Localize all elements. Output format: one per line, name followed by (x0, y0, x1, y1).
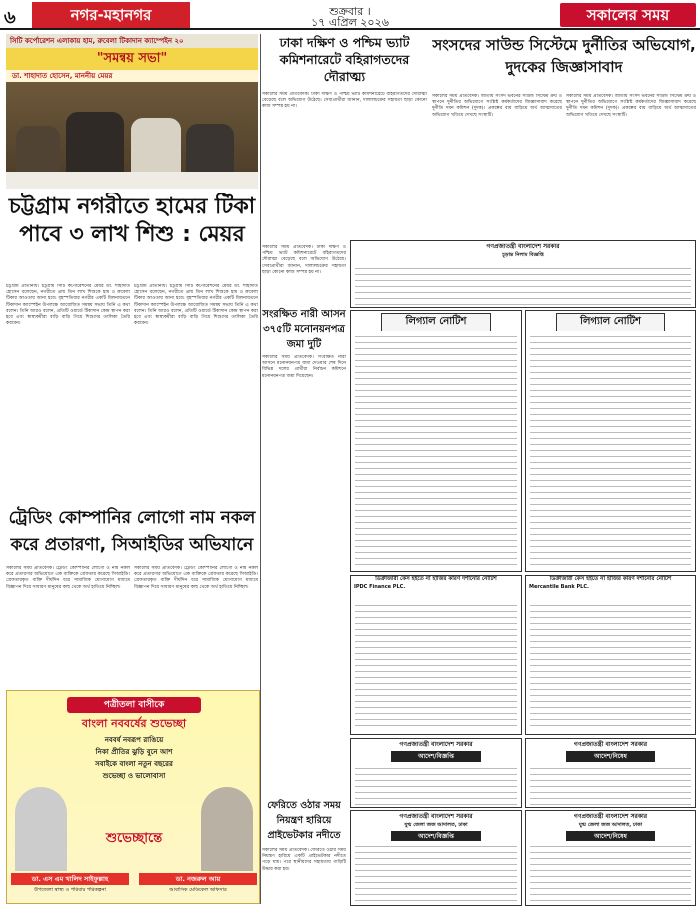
court-gov: গণপ্রজাতন্ত্রী বাংলাদেশ সরকার (573, 813, 648, 820)
greeting-title: বাংলা নববর্ষের শুভেচ্ছা (81, 717, 187, 730)
decree-notice-left (350, 575, 522, 735)
greeting-top: পত্রীতলা বাসীকে (67, 697, 201, 713)
decree-title: ডিক্রীজারী কেস হইতে না হাজির কারণ দর্শানোর নোটিশ (549, 576, 672, 582)
court-text (355, 841, 517, 903)
caption-left: উপজেলা স্বাস্থ্য ও পরিবার পরিকল্পনা (34, 887, 106, 893)
women-seat-headline[interactable]: সংরক্ষিত নারী আসন ৩৭৫টি মনোনয়নপত্র জমা দুটি (262, 309, 346, 350)
greeting-poem-4: শুভেচ্ছা ও ভালোবাসা (102, 772, 166, 780)
court-order: আদেশ/বিজ্ঞপ্তি (391, 831, 481, 842)
parliament-body-col1: সকালের সময় প্রতিবেদক। জাতীয় সংসদ ভবনের সাউন্ড সিস্টেম ক্রয় ও স্থাপনে দুর্নীতির অভিযোগে সংশ্লিষ্ট কর্মকর্তাদের জিজ্ঞাসাবাদ করেছে দুর্নীতি দমন কমিশন (দুদক)। প্রকল্পের ব্যয় বাড়িয়ে অর্থ আত্মসাতের অভিযোগ খতিয়ে দেখছে সংস্থাটি। (432, 94, 562, 118)
main-headline[interactable]: চট্টগ্রাম নগরীতে হামের টিকা পাবে ৩ লাখ শিশু : মেয়র (8, 194, 256, 247)
court-header: যুগ্ম জেলা জজ আদালত, ঢাকা (578, 822, 643, 828)
name-left: ডা. এস এম খালিদ সাইফুল্লাহ (11, 873, 129, 885)
section-title[interactable]: নগর-মহানগর (32, 2, 190, 28)
dhaka-body: সকালের সময় প্রতিবেদক। ঢাকা দক্ষিণ ও পশ্চিম ভ্যাট কমিশনারেটে বহিরাগতদের দৌরাত্ম্য বেড়েছে বলে অভিযোগ উঠেছে। সেবাপ্রার্থীরা জানান, দালালচক্রের সহায়তা ছাড়া কোনো কাজ সম্পন্ন হয় না। (262, 92, 427, 110)
table-cloth (6, 172, 258, 189)
main-story-body-col2: চট্টগ্রাম প্রতিনিধি। চট্টগ্রাম সিটি কর্পোরেশনের মেয়র ডা. শাহাদাত হোসেন বলেছেন, নগরীতে প্রায় তিন লাখ শিশুকে হাম ও রুবেলা টিকার আওতায় আনা হবে। বৃহস্পতিবার নগরীর একটি মিলনায়তনে টিকাদান ক্যাম্পেইন উপলক্ষে আয়োজিত সমন্বয় সভায় তিনি এ কথা বলেন। তিনি আরও বলেন, প্রতিটি ওয়ার্ডে টিকাদান কেন্দ্র স্থাপন করা হবে এবং স্বাস্থ্যকর্মীরা বাড়ি বাড়ি গিয়ে শিশুদের তালিকা তৈরি করবেন। (134, 284, 258, 327)
page-number: ৬ (4, 7, 16, 27)
court-notice-left (350, 738, 522, 808)
court-order: আদেশ/বিজ্ঞপ্তি (391, 751, 481, 762)
legal-notice-right (525, 310, 696, 572)
greeting-poem-3: সবাইকে বাংলা নতুন বছরের (95, 760, 173, 768)
court-header: যুগ্ম জেলা জজ আদালত, ঢাকা (404, 822, 468, 828)
decree-title: ডিক্রীজারী কেস হইতে না হাজির কারণ দর্শানোর নোটিশ (375, 576, 497, 582)
court-text (530, 841, 691, 903)
crime-body-col1: সকালের সময় প্রতিবেদক। ট্রেডিং কোম্পানির লোগো ও নাম নকল করে প্রতারণার অভিযোগে এক ব্যক্তিকে গ্রেফতার করেছে সিআইডি। গ্রেফতারকৃত ব্যক্তি দীর্ঘদিন ধরে সামাজিক যোগাযোগ মাধ্যমে বিজ্ঞাপন দিয়ে সাধারণ মানুষের কাছ থেকে অর্থ হাতিয়ে নিচ্ছিল। (6, 566, 130, 590)
greeting-subtitle: শুভেচ্ছান্তে (105, 831, 163, 846)
name-right: ডা. নজরুল আয় (139, 873, 257, 885)
portrait-left (15, 787, 67, 871)
decree-notice-right (525, 575, 696, 735)
legal-notice-left (350, 310, 522, 572)
parliament-body-col2: সকালের সময় প্রতিবেদক। জাতীয় সংসদ ভবনের সাউন্ড সিস্টেম ক্রয় ও স্থাপনে দুর্নীতির অভিযোগে সংশ্লিষ্ট কর্মকর্তাদের জিজ্ঞাসাবাদ করেছে দুর্নীতি দমন কমিশন (দুদক)। প্রকল্পের ব্যয় বাড়িয়ে অর্থ আত্মসাতের অভিযোগ খতিয়ে দেখছে সংস্থাটি। (566, 94, 696, 118)
dhaka-body-cont: সকালের সময় প্রতিবেদক। ঢাকা দক্ষিণ ও পশ্চিম ভ্যাট কমিশনারেটে বহিরাগতদের দৌরাত্ম্য বেড়েছে বলে অভিযোগ উঠেছে। সেবাপ্রার্থীরা জানান, দালালচক্রের সহায়তা ছাড়া কোনো কাজ সম্পন্ন হয় না। (262, 245, 346, 275)
legal-notice-text (530, 331, 691, 567)
court-order: আদেশ/নিষেধ (566, 831, 655, 842)
court-order: আদেশ/নিষেধ (566, 751, 655, 762)
crime-headline[interactable]: ট্রেডিং কোম্পানির লোগো নাম নকল করে প্রতারণা, সিআইডির অভিযানে (8, 508, 256, 555)
dhaka-headline[interactable]: ঢাকা দক্ষিণ ও পশ্চিম ভ্যাট কমিশনারেটে বহিরাগতদের দৌরাত্ম্য (279, 35, 410, 84)
court-gov: গণপ্রজাতন্ত্রী বাংলাদেশ সরকার (399, 813, 473, 820)
date-block (270, 6, 430, 28)
legal-notice-title: লিগ্যাল নোটিশ (381, 313, 491, 332)
greeting-advertisement (6, 690, 260, 904)
decree-company: Mercantile Bank PLC. (529, 584, 589, 590)
crime-body-col2: সকালের সময় প্রতিবেদক। ট্রেডিং কোম্পানির লোগো ও নাম নকল করে প্রতারণার অভিযোগে এক ব্যক্তিকে গ্রেফতার করেছে সিআইডি। গ্রেফতারকৃত ব্যক্তি দীর্ঘদিন ধরে সামাজিক যোগাযোগ মাধ্যমে বিজ্ঞাপন দিয়ে সাধারণ মানুষের কাছ থেকে অর্থ হাতিয়ে নিচ্ছিল। (134, 566, 258, 590)
auction-notice (350, 240, 696, 308)
court-text (355, 763, 517, 805)
parliament-headline[interactable]: সংসদের সাউন্ড সিস্টেমে দুর্নীতির অভিযোগ, দুদকের জিজ্ঞাসাবাদ (432, 36, 696, 76)
column-divider (260, 34, 261, 904)
banner-line-3: ডা. শাহাদাত হোসেন, মাননীয় মেয়র (6, 70, 258, 82)
weekday: শুক্রবার । (329, 6, 371, 18)
portrait-right (201, 787, 253, 871)
court-notice-bottom-left (350, 810, 522, 906)
greeting-poem-1: নববর্ষ নবরূপ রাঙিয়ে (104, 736, 164, 744)
legal-notice-title: লিগ্যাল নোটিশ (556, 313, 665, 332)
date: ১৭ এপ্রিল ২০২৬ (311, 16, 389, 28)
banner-title: "সমন্বয় সভা" (6, 48, 258, 70)
court-notice-right (525, 738, 696, 808)
legal-notice-text (355, 331, 517, 567)
ferry-body: সকালের সময় প্রতিবেদক। ফেরিতে ওঠার সময় নিয়ন্ত্রণ হারিয়ে একটি প্রাইভেটকার নদীতে পড়ে যায়। পরে স্থানীয়দের সহায়তায় গাড়িটি উদ্ধার করা হয়। (262, 848, 346, 872)
court-gov: গণপ্রজাতন্ত্রী বাংলাদেশ সরকার (573, 741, 648, 748)
court-notice-bottom-right (525, 810, 696, 906)
decree-company: IPDC Finance PLC. (354, 584, 406, 590)
greeting-poem-2: নিকা প্রীতির ঝুড়ি বুনে আশ (95, 748, 173, 756)
auction-title: চূড়ান্ত নিলাম বিজ্ঞপ্তি (502, 252, 544, 258)
caption-right: আবাসিক মেডিকেল অফিসার (169, 887, 227, 893)
banner-line-1: সিটি কর্পোরেশন এলাকায় হাম, রুবেলা টিকাদান ক্যাম্পেইন ২০ (6, 34, 258, 48)
decree-text (530, 600, 691, 730)
auction-text (355, 263, 691, 305)
brand-logo[interactable]: সকালের সময় (560, 3, 696, 27)
women-seat-body: সকালের সময় প্রতিবেদক। সংরক্ষিত নারী আসনে মনোনয়নপত্র জমা দেওয়ার শেষ দিনে বিভিন্ন দলের প্রার্থীরা নির্বাচন কমিশনে মনোনয়নপত্র জমা দিয়েছেন। (262, 355, 346, 379)
court-text (530, 763, 691, 805)
decree-text (355, 600, 517, 730)
main-story-body-col1: চট্টগ্রাম প্রতিনিধি। চট্টগ্রাম সিটি কর্পোরেশনের মেয়র ডা. শাহাদাত হোসেন বলেছেন, নগরীতে প্রায় তিন লাখ শিশুকে হাম ও রুবেলা টিকার আওতায় আনা হবে। বৃহস্পতিবার নগরীর একটি মিলনায়তনে টিকাদান ক্যাম্পেইন উপলক্ষে আয়োজিত সমন্বয় সভায় তিনি এ কথা বলেন। তিনি আরও বলেন, প্রতিটি ওয়ার্ডে টিকাদান কেন্দ্র স্থাপন করা হবে এবং স্বাস্থ্যকর্মীরা বাড়ি বাড়ি গিয়ে শিশুদের তালিকা তৈরি করবেন। (6, 284, 130, 327)
court-gov: গণপ্রজাতন্ত্রী বাংলাদেশ সরকার (399, 741, 473, 748)
news-photo (6, 34, 258, 189)
ferry-headline[interactable]: ফেরিতে ওঠার সময় নিয়ন্ত্রণ হারিয়ে প্রাইভেটকার নদীতে (267, 800, 341, 841)
auction-gov: গণপ্রজাতন্ত্রী বাংলাদেশ সরকার (486, 243, 560, 250)
